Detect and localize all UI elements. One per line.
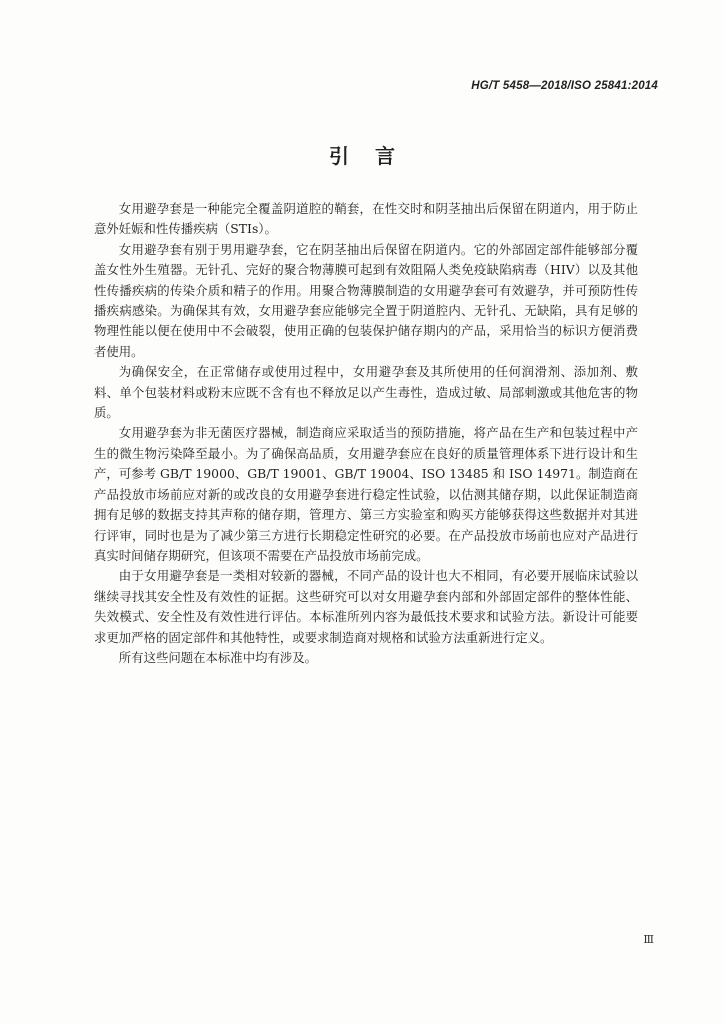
paragraph-5: 由于女用避孕套是一类相对较新的器械，不同产品的设计也大不相同，有必要开展临床试验以继续寻找其安全性及有效性的证据。这些研究可以对女用避孕套内部和外部固定部件的整体性能、失效模式、安全性及有效性进行评估。本标准所列内容为最低技术要求和试验方法。新设计可能要求更加严格的固定部件和其他特性，或要求制造商对规格和试验方法重新进行定义。 (94, 568, 638, 645)
paragraph-4: 女用避孕套为非无菌医疗器械，制造商应采取适当的预防措施，将产品在生产和包装过程中产生的微生物污染降至最小。为了确保高品质，女用避孕套应在良好的质量管理体系下进行设计和生产，可参考 GB/T 19000、GB/T 19001、GB/T 19004、ISO 13485 和 ISO 14971。制造商在产品投放市场前应对新的或改良的女用避孕套进行稳定性试验，以估测其储存期，以此保证制造商拥有足够的数据支持其声称的储存期，管理方、第三方实验室和购买方能够获得这些数据并对其进行评审，同时也是为了减少第三方进行长期稳定性研究的必要。在产品投放市场前也应对产品进行真实时间储存期研究，但该项不需要在产品投放市场前完成。 (94, 425, 638, 563)
paragraph-3: 为确保安全，在正常储存或使用过程中，女用避孕套及其所使用的任何润滑剂、添加剂、敷料、单个包装材料或粉末应既不含有也不释放足以产生毒性，造成过敏、局部刺激或其他危害的物质。 (94, 364, 638, 421)
standard-number: HG/T 5458—2018/ISO 25841:2014 (471, 80, 658, 92)
body-text (94, 199, 638, 668)
paragraph-2: 女用避孕套有别于男用避孕套，它在阴茎抽出后保留在阴道内。它的外部固定部件能够部分覆盖女性外生殖器。无针孔、完好的聚合物薄膜可起到有效阻隔人类免疫缺陷病毒（HIV）以及其他性传播疾病的传染介质和精子的作用。用聚合物薄膜制造的女用避孕套可有效避孕，并可预防性传播疾病感染。为确保其有效，女用避孕套应能够完全置于阴道腔内、无针孔、无缺陷，具有足够的物理性能以便在使用中不会破裂，使用正确的包装保护储存期内的产品，采用恰当的标识方便消费者使用。 (94, 241, 638, 359)
paragraph-6: 所有这些问题在本标准中均有涉及。 (118, 649, 318, 665)
page-number: Ⅲ (643, 933, 654, 946)
page-title: 引言 (329, 144, 421, 168)
paragraph-1: 女用避孕套是一种能完全覆盖阴道腔的鞘套，在性交时和阴茎抽出后保留在阴道内，用于防止意外妊娠和性传播疾病（STIs）。 (94, 201, 638, 237)
